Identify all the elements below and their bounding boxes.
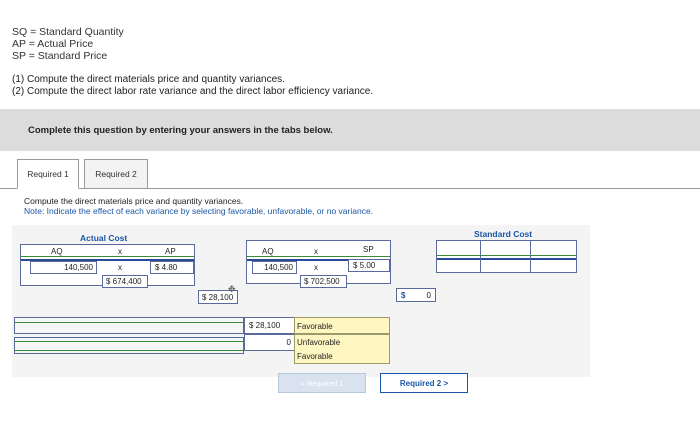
aq-label: AQ — [51, 247, 63, 256]
selected-option: Favorable — [297, 322, 333, 331]
cursor-icon: ✥ — [228, 284, 236, 294]
divider — [14, 341, 244, 342]
dollar-sign: $ — [401, 291, 406, 300]
ap-input[interactable] — [150, 261, 194, 274]
sp-label: SP — [363, 245, 374, 254]
summary-row-1[interactable] — [14, 317, 244, 334]
divider — [480, 240, 481, 273]
actual-total-value: $ 674,400 — [106, 277, 142, 286]
legend-ap: AP = Actual Price — [12, 38, 94, 50]
tab-required-2[interactable]: Required 2 — [84, 159, 148, 189]
divider — [21, 256, 194, 257]
summary-row-2[interactable] — [14, 337, 244, 354]
sp-value: $ 5.00 — [353, 261, 376, 270]
summary-zero: 0 — [286, 338, 291, 347]
legend-sp: SP = Standard Price — [12, 50, 108, 62]
standard-cost-table — [436, 240, 577, 273]
times-sign: x — [118, 247, 122, 256]
summary-amount-input[interactable] — [244, 317, 296, 334]
option-unfavorable[interactable]: Unfavorable — [297, 338, 341, 347]
quantity-variance-input[interactable] — [396, 288, 436, 302]
times-sign: x — [314, 263, 318, 272]
variance-type-select[interactable] — [294, 317, 390, 334]
legend-sq: SQ = Standard Quantity — [12, 26, 124, 38]
summary-zero-input[interactable] — [244, 334, 296, 351]
ap-label: AP — [165, 247, 176, 256]
standard-cost-header: Standard Cost — [474, 229, 533, 239]
middle-total[interactable] — [300, 275, 347, 288]
instruction-2: (2) Compute the direct labor rate variance and the direct labor efficiency variance. — [12, 86, 374, 97]
question-note: Note: Indicate the effect of each variance by selecting favorable, unfavorable, or no variance. — [24, 206, 374, 216]
variance-dropdown[interactable] — [294, 334, 390, 364]
aq-value: 140,500 — [64, 263, 93, 272]
question-text — [24, 196, 373, 216]
middle-total-value: $ 702,500 — [304, 277, 340, 286]
sp-input[interactable] — [348, 259, 390, 272]
divider — [14, 350, 244, 351]
divider — [437, 255, 576, 256]
actual-cost-header: Actual Cost — [80, 233, 128, 243]
aq-input-2[interactable] — [252, 261, 297, 274]
summary-amount: $ 28,100 — [249, 321, 281, 330]
divider — [14, 322, 244, 323]
instruction-1: (1) Compute the direct materials price and quantity variances. — [12, 74, 285, 85]
prev-button[interactable]: < Required 1 — [278, 373, 366, 393]
aq-input[interactable] — [30, 261, 97, 274]
times-sign: x — [118, 263, 122, 272]
question-line: Compute the direct materials price and quantity variances. — [24, 196, 244, 206]
divider — [247, 256, 390, 257]
divider — [530, 240, 531, 273]
actual-cost-total[interactable] — [102, 275, 148, 288]
option-favorable[interactable]: Favorable — [297, 352, 333, 361]
divider — [437, 258, 576, 260]
aq-value-2: 140,500 — [264, 263, 293, 272]
aq-label-2: AQ — [262, 247, 274, 256]
quantity-variance-value: 0 — [426, 291, 431, 300]
ap-value: $ 4.80 — [155, 263, 178, 272]
banner-text: Complete this question by entering your answers in the tabs below. — [28, 125, 333, 136]
times-sign: x — [314, 247, 318, 256]
price-variance-value: $ 28,100 — [202, 293, 234, 302]
next-button[interactable]: Required 2 > — [380, 373, 468, 393]
tab-required-1[interactable]: Required 1 — [17, 159, 79, 189]
